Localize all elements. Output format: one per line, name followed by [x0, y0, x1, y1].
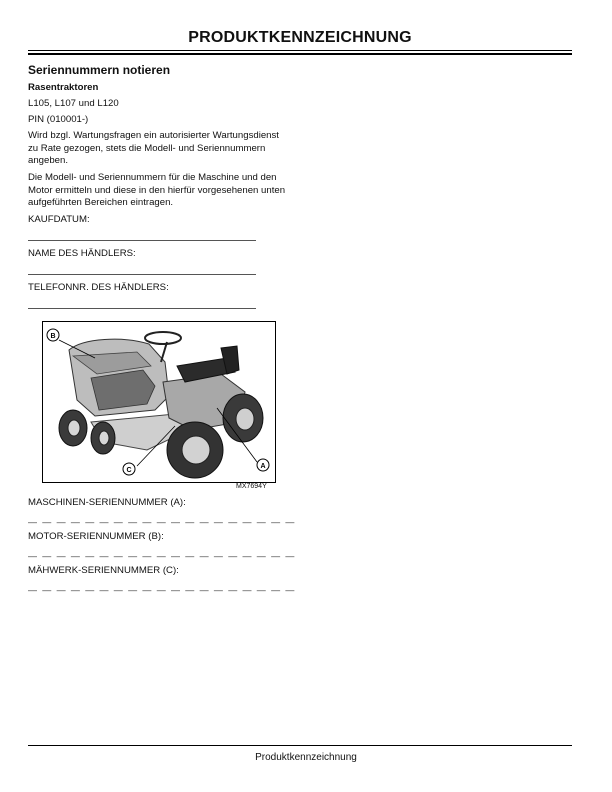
purchase-date-label: KAUFDATUM: — [28, 214, 90, 225]
dealer-name-line — [28, 274, 256, 275]
deck-serial-label: MÄHWERK-SERIENNUMMER (C): — [28, 565, 179, 576]
lawn-tractor-illustration — [43, 322, 275, 482]
page-footer: Produktkennzeichnung — [255, 752, 357, 763]
callout-a-label: A — [260, 463, 266, 470]
page-title: PRODUKTKENNZEICHNUNG — [188, 29, 412, 46]
section-title: Seriennummern notieren — [28, 63, 171, 77]
machine-serial-label: MASCHINEN-SERIENNUMMER (A): — [28, 497, 186, 508]
engine-serial-blank: — — — — — — — — — — — — — — — — — — — — [28, 551, 296, 561]
dealer-name-label: NAME DES HÄNDLERS: — [28, 248, 136, 259]
deck-serial-blank: — — — — — — — — — — — — — — — — — — — — [28, 585, 296, 595]
callout-b-label: B — [50, 333, 56, 340]
instructions-paragraph: Die Modell- und Seriennummern für die Maschine und den Motor ermitteln und diese in den hierfür vorgesehenen unten aufgeführten Bereichen eintragen. — [28, 172, 286, 208]
model-list: L105, L107 und L120 — [28, 98, 119, 109]
pin-range: PIN (010001-) — [28, 114, 89, 125]
dealer-phone-line — [28, 308, 256, 309]
machine-serial-blank: — — — — — — — — — — — — — — — — — — — — [28, 517, 296, 527]
engine-serial-label: MOTOR-SERIENNUMMER (B): — [28, 531, 164, 542]
dealer-phone-label: TELEFONNR. DES HÄNDLERS: — [28, 282, 169, 293]
tractor-figure — [42, 321, 276, 483]
figure-code: MX7694Y — [236, 483, 267, 490]
section-subtitle: Rasentraktoren — [28, 82, 99, 93]
purchase-date-line — [28, 240, 256, 241]
callout-c-label: C — [126, 467, 132, 474]
service-paragraph: Wird bzgl. Wartungsfragen ein autorisierter Wartungsdienst zu Rate gezogen, stets die Modell- und Seriennummern angeben. — [28, 130, 279, 166]
footer-rule — [28, 745, 572, 746]
header-rule-second — [28, 54, 572, 55]
